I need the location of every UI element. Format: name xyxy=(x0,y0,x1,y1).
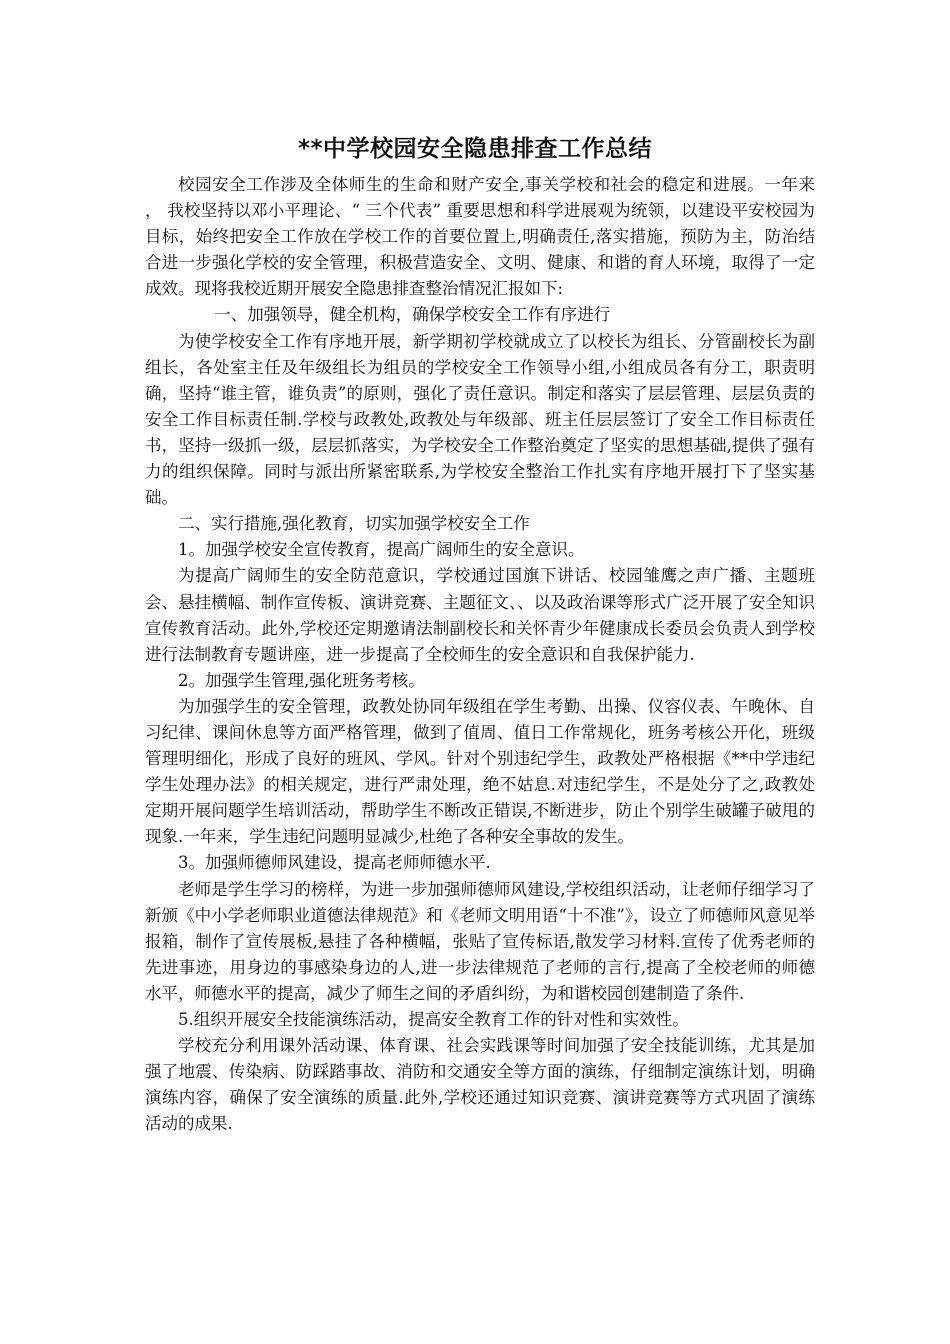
section-heading-2: 二、实行措施,强化教育，切实加强学校安全工作 xyxy=(178,514,530,534)
subheading-2: 2。加强学生管理,强化班务考核。 xyxy=(178,670,425,690)
paragraph-section-1: 为使学校安全工作有序地开展，新学期初学校就成立了以校长为组长、分管副校长为副组长，各处室主任及年级组长为组员的学校安全工作领导小组,小组成员各有分工，职责明确，坚持“谁主管，谁负责”的原则，强化了责任意识。制定和落实了层层管理、层层负责的安全工作目标责任制.学校与政教处,政教处与年级部、班主任层层签订了安全工作目标责任书，坚持一级抓一级，层层抓落实，为学校安全工作整治奠定了坚实的思想基础,提供了强有力的组织保障。同时与派出所紧密联系,为学校安全整治工作扎实有序地开展打下了坚实基础。 xyxy=(145,331,815,508)
document-title: **中学校园安全隐患排查工作总结 xyxy=(297,136,653,162)
paragraph-intro: 校园安全工作涉及全体师生的生命和财产安全,事关学校和社会的稳定和进展。一年来 ， 我校坚持以邓小平理论、“ 三个代表” 重要思想和科学进展观为统领，以建设平安校园为目标，始终把安全工作放在学校工作的首要位置上,明确责任,落实措施，预防为主，防治结合进一步强化学校的安全管理，积极营造安全、文明、健康、和谐的育人环境，取得了一定成效。现将我校近期开展安全隐患排查整治情况汇报如下: xyxy=(145,175,815,299)
subheading-1: 1。加强学校安全宣传教育，提高广阔师生的安全意识。 xyxy=(178,540,585,560)
section-heading-1: 一、加强领导，健全机构，确保学校安全工作有序进行 xyxy=(214,305,611,325)
document-body xyxy=(145,172,815,1137)
subheading-3: 3。加强师德师风建设，提高老师师德水平. xyxy=(178,853,491,873)
subheading-5: 5.组织开展安全技能演练活动，提高安全教育工作的针对性和实效性。 xyxy=(178,1010,689,1029)
paragraph-sub-2: 为加强学生的安全管理，政教处协同年级组在学生考勤、出操、仪容仪表、午晚休、自习纪律、课间休息等方面严格管理，做到了值周、值日工作常规化，班务考核公开化，班级管理明细化，形成了良好的班风、学风。针对个别违纪学生，政教处严格根据《**中学违纪学生处理办法》的相关规定，进行严肃处理，绝不姑息.对违纪学生，不是处分了之,政教处定期开展问题学生培训活动，帮助学生不断改正错误,不断进步，防止个别学生破罐子破甩的现象.一年来，学生违纪问题明显减少,杜绝了各种安全事故的发生。 xyxy=(145,696,815,847)
paragraph-sub-3: 老师是学生学习的榜样，为进一步加强师德师风建设,学校组织活动，让老师仔细学习了新颁《中小学老师职业道德法律规范》和《老师文明用语“十不准”》，设立了师德师风意见举报箱，制作了宣传展板,悬挂了各种横幅，张贴了宣传标语,散发学习材料.宣传了优秀老师的先进事迹，用身边的事感染身边的人,进一步法律规范了老师的言行,提高了全校老师的师德水平，师德水平的提高，减少了师生之间的矛盾纠纷，为和谐校园创建制造了条件. xyxy=(145,879,815,1003)
paragraph-sub-1: 为提高广阔师生的安全防范意识，学校通过国旗下讲话、校园雏鹰之声广播、主题班会、悬挂横幅、制作宣传板、演讲竞赛、主题征文、、以及政治课等形式广泛开展了安全知识宣传教育活动。此外,学校还定期邀请法制副校长和关怀青少年健康成长委员会负责人到学校进行法制教育专题讲座，进一步提高了全校师生的安全意识和自我保护能力. xyxy=(145,566,815,664)
paragraph-sub-5: 学校充分利用课外活动课、体育课、社会实践课等时间加强了安全技能训练，尤其是加强了地震、传染病、防踩踏事故、消防和交通安全等方面的演练，仔细制定演练计划，明确演练内容，确保了安全演练的质量.此外,学校还通过知识竞赛、演讲竞赛等方式巩固了演练活动的成果. xyxy=(145,1036,815,1134)
